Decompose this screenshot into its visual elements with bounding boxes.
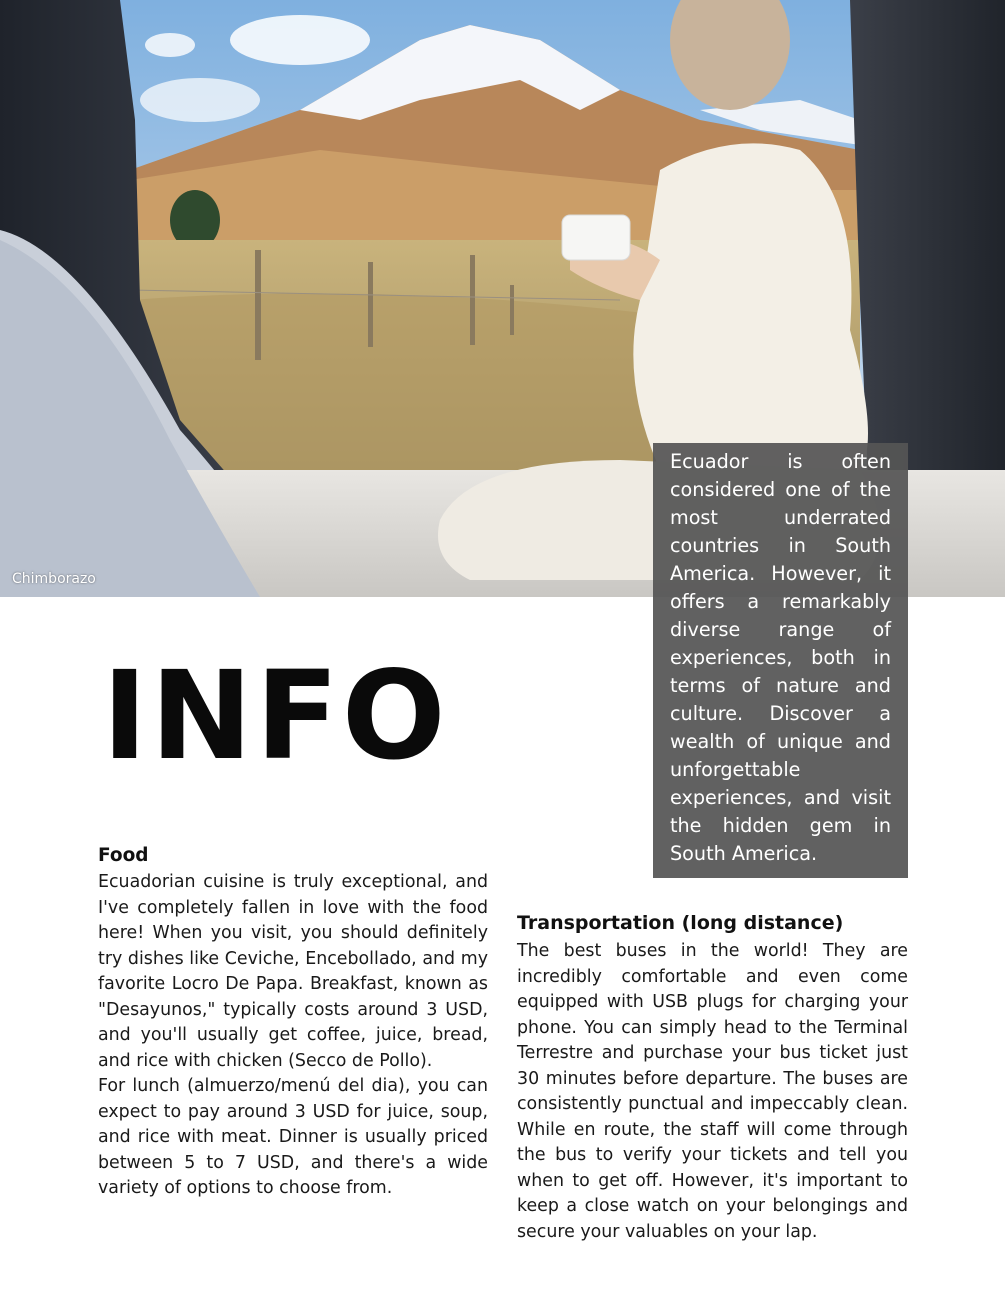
food-heading: Food bbox=[98, 845, 149, 866]
transportation-heading: Transportation (long distance) bbox=[517, 912, 844, 934]
food-section bbox=[98, 845, 488, 1202]
food-paragraph-2: For lunch (almuerzo/menú del dia), you can expect to pay around 3 USD for juice, soup, and rice with meat. Dinner is usually priced between 5 to 7 USD, and there's a wide variety of options to choose from. bbox=[98, 1076, 488, 1198]
page-title: INFO bbox=[102, 645, 449, 787]
transportation-section bbox=[517, 911, 908, 1245]
food-paragraph-1: Ecuadorian cuisine is truly exceptional, and I've completely fallen in love with the food here! When you visit, you should definitely try dishes like Ceviche, Encebollado, and my favorite Locro De Papa. Breakfast, known as "Desayunos," typically costs around 3 USD, and you'll usually get coffee, juice, bread, and rice with chicken (Secco de Pollo). bbox=[98, 872, 488, 1071]
intro-box bbox=[653, 443, 908, 878]
transportation-paragraph: The best buses in the world! They are incredibly comfortable and even come equipped with USB plugs for charging your phone. You can simply head to the Terminal Terrestre and purchase your bus ticket just 30 minutes before departure. The buses are consistently punctual and impeccably clean. While en route, the staff will come through the bus to verify your tickets and tell you when to get off. However, it's important to keep a close watch on your belongings and secure your valuables on your lap. bbox=[517, 941, 908, 1242]
photo-caption: Chimborazo bbox=[12, 571, 96, 587]
intro-text: Ecuador is often considered one of the most underrated countries in South America. However, it offers a remarkably diverse range of experiences, both in terms of nature and culture. Discover a wealth of unique and unforgettable experiences, and visit the hidden gem in South America. bbox=[670, 450, 891, 865]
